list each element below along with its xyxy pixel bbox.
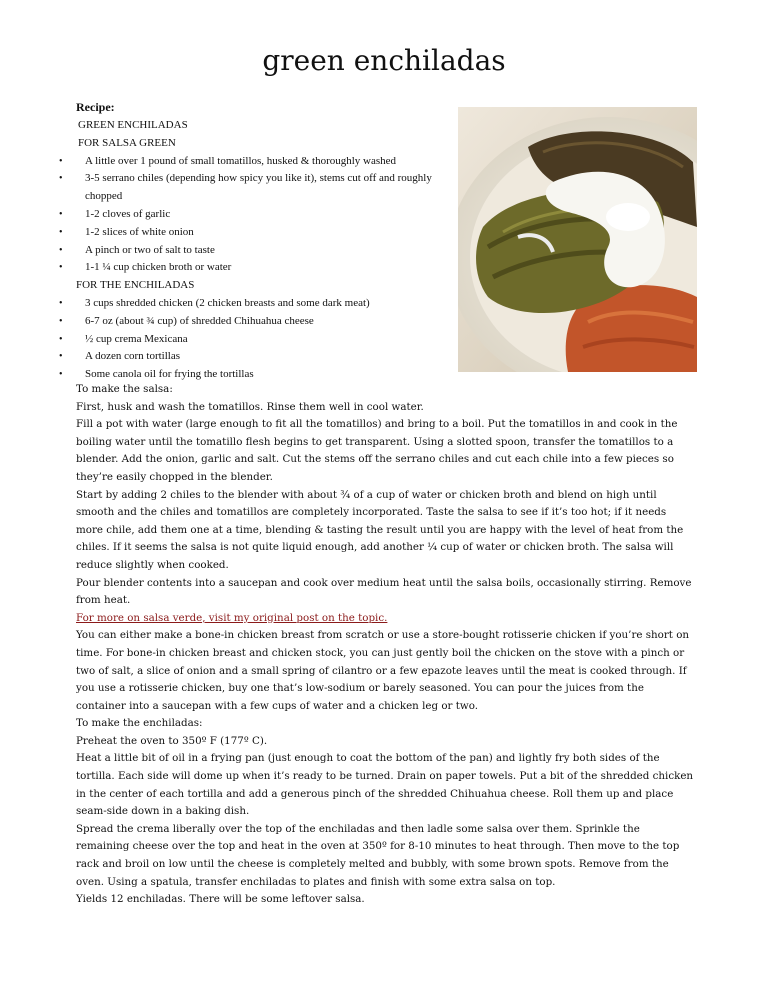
- paragraph: Fill a pot with water (large enough to fit all the tomatillos) and bring to a boil. Put the tomatillos in and cook in the boiling water until the tomatillo flesh begins to get transparent. Using a slotted spoon, transfer the tomatillos to a blender. Add the onion, garlic and salt. Cut the stems off the serrano chiles and cut each chile into a few pieces so they’re easily chopped in the blender.: [76, 418, 678, 483]
- paragraph: To make the salsa:: [76, 383, 173, 395]
- paragraph: Start by adding 2 chiles to the blender with about ¾ of a cup of water or chicken broth and blend on high until smooth and the chiles and tomatillos are completely incorporated. Taste the salsa to see if it’s too hot; if it needs more chile, add them one at a time, blending & tasting the result until you are happy with the level of heat from the chiles. If it seems the salsa is not quite liquid enough, add another ¼ cup of water or chicken broth. The salsa will reduce slightly when cooked.: [76, 488, 684, 571]
- paragraph: To make the enchiladas:: [76, 717, 203, 730]
- list-item: • A pinch or two of salt to taste: [76, 242, 456, 260]
- list-item: • ½ cup crema Mexicana: [76, 331, 456, 349]
- recipe-label: Recipe:: [76, 100, 115, 114]
- paragraph: Heat a little bit of oil in a frying pan (just enough to coat the bottom of the pan) and lightly fry both sides of the tortilla. Each side will dome up when it’s ready to be turned. Drain on paper towels. Put a bit of the shredded chicken in the center of each tortilla and add a generous pinch of the shredded Chihuahua cheese. Roll them up and place seam-side down in a baking dish.: [76, 752, 694, 818]
- paragraph: You can either make a bone-in chicken breast from scratch or use a store-bought rotisserie chicken if you’re short on time. For bone-in chicken breast and chicken stock, you can just gently boil the chicken on the stove with a pinch or two of salt, a slice of onion and a small spring of cilantro or a few epazote leaves until the meat is cooked through. If you use a rotisserie chicken, buy one that’s low-sodium or barely seasoned. You can pour the juices from the container into a saucepan with a few cups of water and a chicken leg or two.: [76, 629, 690, 712]
- list-item: • A dozen corn tortillas: [76, 348, 456, 366]
- paragraph: Preheat the oven to 350º F (177º C).: [76, 734, 268, 747]
- salsa-heading: FOR SALSA GREEN: [78, 136, 176, 149]
- paragraph: First, husk and wash the tomatillos. Rinse them well in cool water.: [76, 400, 424, 413]
- salsa-ingredients-list: [76, 153, 456, 278]
- paragraph: Spread the crema liberally over the top of the enchiladas and then ladle some salsa over them. Sprinkle the remaining cheese over the top and heat in the oven at 350º for 8-10 minutes to heat through. Then move to the top rack and broil on low until the cheese is completely melted and bubbly, with some brown spots. Remove from the oven. Using a spatula, transfer enchiladas to plates and finish with some extra salsa on top.: [76, 822, 680, 888]
- enchiladas-ingredients-list: [76, 295, 456, 384]
- list-item: • A little over 1 pound of small tomatillos, husked & thoroughly washed: [76, 153, 456, 171]
- paragraph: Yields 12 enchiladas. There will be some leftover salsa.: [76, 893, 365, 906]
- list-item: • 1-2 slices of white onion: [76, 224, 456, 242]
- list-item: • Some canola oil for frying the tortillas: [76, 366, 456, 384]
- paragraph: Pour blender contents into a saucepan and cook over medium heat until the salsa boils, occasionally stirring. Remove from heat.: [76, 576, 692, 607]
- enchiladas-heading: FOR THE ENCHILADAS: [76, 279, 195, 292]
- instructions-section: [76, 381, 696, 909]
- recipe-name: GREEN ENCHILADAS: [78, 119, 188, 131]
- list-item: • 1-2 cloves of garlic: [76, 206, 456, 224]
- salsa-verde-link[interactable]: For more on salsa verde, visit my original post on the topic.: [76, 611, 388, 624]
- list-item: • 6-7 oz (about ¾ cup) of shredded Chihuahua cheese: [76, 313, 456, 331]
- enchiladas-photo: [458, 107, 697, 372]
- list-item: • 3 cups shredded chicken (2 chicken breasts and some dark meat): [76, 295, 456, 313]
- list-item: • 1-1 ¼ cup chicken broth or water: [76, 259, 456, 277]
- list-item: • 3-5 serrano chiles (depending how spicy you like it), stems cut off and roughly chopped: [76, 170, 456, 206]
- ingredients-section: [76, 98, 456, 384]
- page-title: green enchiladas: [262, 44, 506, 77]
